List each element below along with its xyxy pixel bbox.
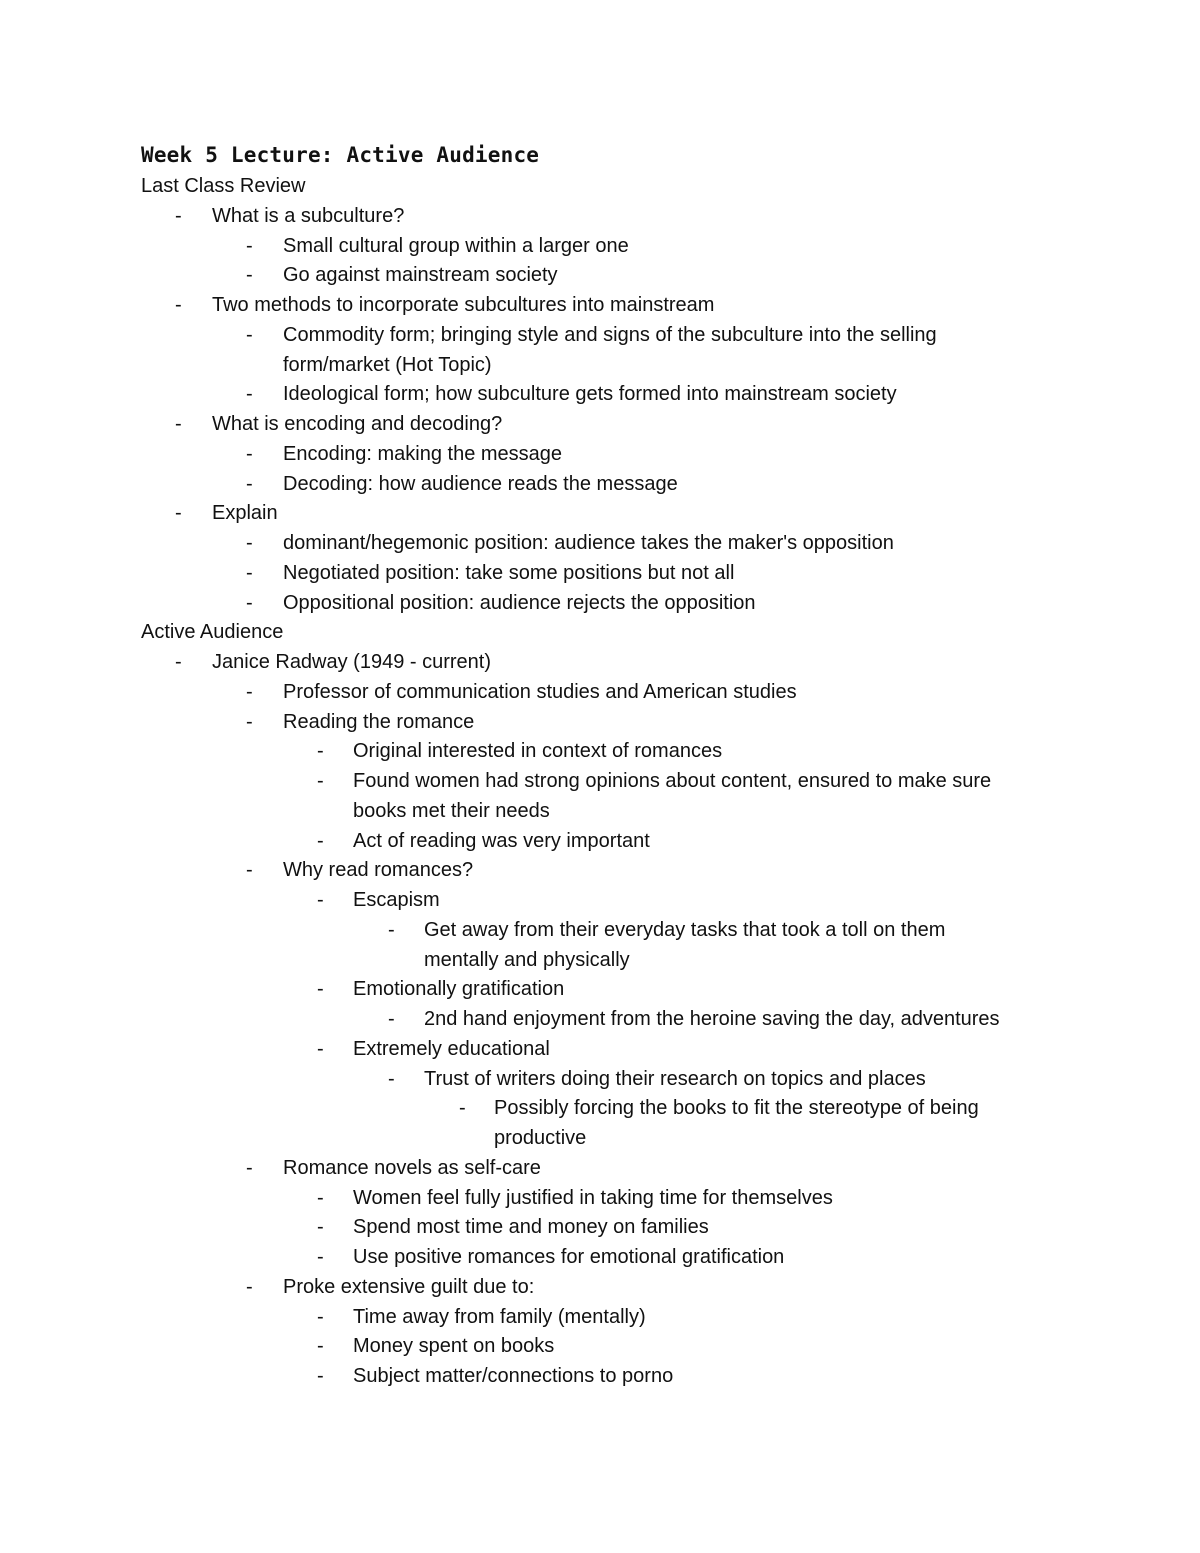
list-item bbox=[0, 856, 1200, 886]
bullet-dash: - bbox=[175, 651, 182, 673]
list-item-text: Commodity form; bringing style and signs of the subculture into the selling bbox=[283, 323, 937, 346]
list-item bbox=[0, 797, 1200, 827]
list-item bbox=[0, 351, 1200, 381]
list-item-text: Money spent on books bbox=[353, 1335, 555, 1358]
page-title: Week 5 Lecture: Active Audience bbox=[141, 143, 540, 167]
bullet-dash: - bbox=[317, 1216, 324, 1239]
bullet-dash: - bbox=[388, 1008, 395, 1030]
list-item-text: 2nd hand enjoyment from the heroine saving the day, adventures bbox=[424, 1008, 1000, 1030]
list-item bbox=[0, 261, 1200, 291]
list-item-text: Encoding: making the message bbox=[283, 442, 563, 465]
bullet-dash: - bbox=[317, 978, 324, 1001]
list-item bbox=[0, 1094, 1200, 1124]
list-item-text: Emotionally gratification bbox=[353, 978, 565, 1001]
bullet-dash: - bbox=[317, 1365, 324, 1387]
list-item-text: Ideological form; how subculture gets formed into mainstream society bbox=[283, 383, 897, 406]
list-item-text: Go against mainstream society bbox=[283, 264, 558, 287]
list-item-text: Time away from family (mentally) bbox=[353, 1305, 646, 1328]
list-item-text: Women feel fully justified in taking time for themselves bbox=[353, 1186, 833, 1209]
list-item bbox=[0, 499, 1200, 529]
list-item-text: What is encoding and decoding? bbox=[212, 413, 503, 435]
list-item bbox=[0, 559, 1200, 589]
list-item bbox=[0, 1065, 1200, 1095]
bullet-dash: - bbox=[246, 710, 253, 733]
list-item bbox=[0, 916, 1200, 946]
list-item bbox=[0, 737, 1200, 767]
bullet-dash: - bbox=[246, 323, 253, 346]
list-item bbox=[0, 886, 1200, 916]
list-item bbox=[0, 410, 1200, 440]
list-item-text: Found women had strong opinions about content, ensured to make sure bbox=[353, 770, 992, 792]
list-item-text: books met their needs bbox=[353, 799, 550, 822]
list-item bbox=[0, 1035, 1200, 1065]
bullet-dash: - bbox=[246, 680, 253, 703]
bullet-dash: - bbox=[317, 770, 324, 792]
list-item bbox=[0, 1362, 1200, 1392]
list-item-text: productive bbox=[494, 1127, 587, 1149]
bullet-dash: - bbox=[246, 442, 253, 465]
list-item-text: Last Class Review bbox=[141, 175, 306, 197]
bullet-dash: - bbox=[317, 829, 324, 852]
list-item bbox=[0, 589, 1200, 619]
notes-outline bbox=[0, 172, 1200, 1392]
bullet-dash: - bbox=[246, 1275, 253, 1298]
list-item-text: Why read romances? bbox=[283, 859, 474, 882]
bullet-dash: - bbox=[317, 1246, 324, 1268]
list-item-text: Two methods to incorporate subcultures into mainstream bbox=[212, 294, 715, 316]
bullet-dash: - bbox=[246, 532, 253, 554]
bullet-dash: - bbox=[317, 1335, 324, 1358]
list-item-text: Small cultural group within a larger one bbox=[283, 234, 629, 257]
list-item bbox=[0, 767, 1200, 797]
bullet-dash: - bbox=[246, 561, 253, 584]
list-item bbox=[0, 1124, 1200, 1154]
bullet-dash: - bbox=[317, 1305, 324, 1328]
bullet-dash: - bbox=[317, 1037, 324, 1060]
list-item bbox=[0, 529, 1200, 559]
list-item-text: dominant/hegemonic position: audience takes the maker's opposition bbox=[283, 532, 894, 554]
bullet-dash: - bbox=[246, 234, 253, 257]
list-item-text: form/market (Hot Topic) bbox=[283, 353, 492, 376]
list-item bbox=[0, 291, 1200, 321]
list-item-text: Get away from their everyday tasks that took a toll on them bbox=[424, 918, 946, 941]
list-item-text: Escapism bbox=[353, 889, 440, 911]
list-item-text: What is a subculture? bbox=[212, 204, 405, 227]
list-item bbox=[0, 202, 1200, 232]
list-item bbox=[0, 946, 1200, 976]
list-item-text: Decoding: how audience reads the message bbox=[283, 472, 678, 495]
bullet-dash: - bbox=[317, 1186, 324, 1209]
bullet-dash: - bbox=[246, 591, 253, 614]
bullet-dash: - bbox=[246, 472, 253, 495]
list-item bbox=[0, 678, 1200, 708]
list-item-text: Proke extensive guilt due to: bbox=[283, 1275, 535, 1298]
list-item-text: Subject matter/connections to porno bbox=[353, 1365, 674, 1387]
list-item-text: Spend most time and money on families bbox=[353, 1216, 709, 1239]
bullet-dash: - bbox=[459, 1097, 466, 1120]
list-item-text: Oppositional position: audience rejects the opposition bbox=[283, 591, 756, 614]
list-item-text: mentally and physically bbox=[424, 948, 630, 971]
list-item bbox=[0, 827, 1200, 857]
section-heading bbox=[0, 172, 1200, 202]
list-item-text: Romance novels as self-care bbox=[283, 1156, 541, 1179]
list-item bbox=[0, 232, 1200, 262]
bullet-dash: - bbox=[317, 740, 324, 763]
list-item-text: Possibly forcing the books to fit the stereotype of being bbox=[494, 1097, 979, 1120]
list-item-text: Janice Radway (1949 - current) bbox=[212, 651, 492, 673]
bullet-dash: - bbox=[317, 889, 324, 911]
list-item bbox=[0, 1005, 1200, 1035]
list-item-text: Trust of writers doing their research on topics and places bbox=[424, 1067, 926, 1090]
bullet-dash: - bbox=[175, 204, 182, 227]
bullet-dash: - bbox=[388, 918, 395, 941]
bullet-dash: - bbox=[175, 502, 182, 525]
list-item bbox=[0, 440, 1200, 470]
list-item bbox=[0, 1243, 1200, 1273]
list-item-text: Act of reading was very important bbox=[353, 829, 650, 852]
list-item bbox=[0, 1303, 1200, 1333]
bullet-dash: - bbox=[246, 383, 253, 406]
list-item bbox=[0, 470, 1200, 500]
list-item bbox=[0, 975, 1200, 1005]
list-item bbox=[0, 1273, 1200, 1303]
bullet-dash: - bbox=[246, 859, 253, 882]
section-heading bbox=[0, 618, 1200, 648]
list-item bbox=[0, 1154, 1200, 1184]
list-item-text: Extremely educational bbox=[353, 1037, 550, 1060]
list-item bbox=[0, 1184, 1200, 1214]
bullet-dash: - bbox=[246, 1156, 253, 1179]
list-item-text: Original interested in context of romances bbox=[353, 740, 723, 763]
list-item-text: Use positive romances for emotional gratification bbox=[353, 1246, 785, 1268]
bullet-dash: - bbox=[388, 1067, 395, 1090]
bullet-dash: - bbox=[175, 294, 182, 316]
list-item-text: Reading the romance bbox=[283, 710, 475, 733]
bullet-dash: - bbox=[246, 264, 253, 287]
list-item-text: Active Audience bbox=[141, 621, 284, 644]
list-item bbox=[0, 321, 1200, 351]
list-item-text: Explain bbox=[212, 502, 278, 525]
list-item bbox=[0, 380, 1200, 410]
list-item bbox=[0, 648, 1200, 678]
list-item-text: Professor of communication studies and American studies bbox=[283, 680, 797, 703]
list-item bbox=[0, 1213, 1200, 1243]
list-item bbox=[0, 1332, 1200, 1362]
bullet-dash: - bbox=[175, 413, 182, 435]
list-item bbox=[0, 708, 1200, 738]
list-item-text: Negotiated position: take some positions but not all bbox=[283, 561, 735, 584]
